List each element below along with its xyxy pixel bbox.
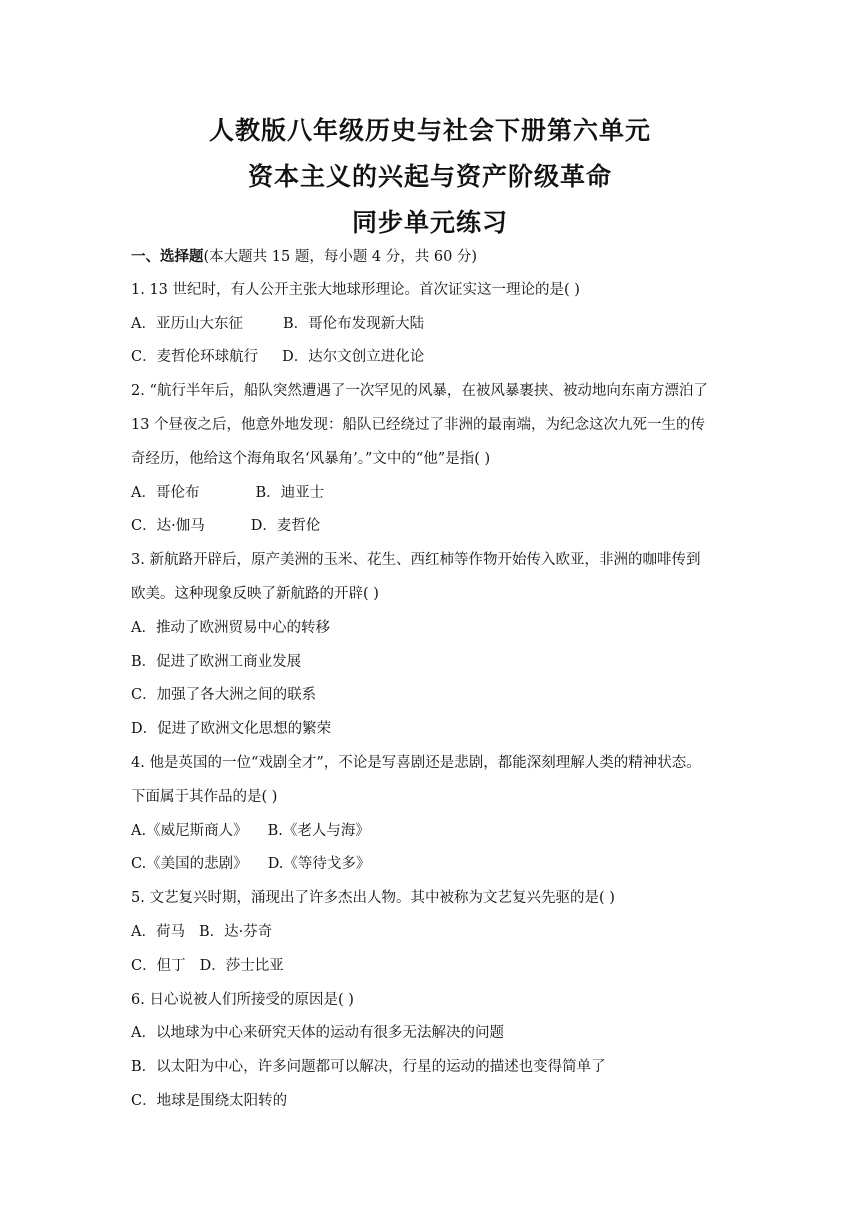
question-5-options-ab [131,916,751,950]
section-heading [131,240,751,274]
question-6-option-b: B．以太阳为中心，许多问题都可以解决，行星的运动的描述也变得简单了 [131,1059,606,1076]
question-1-stem: 1. 13 世纪时，有人公开主张大地球形理论。首次证实这一理论的是( ) [131,281,580,298]
question-1-options-cd [131,341,751,375]
question-6-option-a: A．以地球为中心来研究天体的运动有很多无法解决的问题 [131,1025,504,1042]
document-title [0,108,860,246]
option-a: A．荷马 [131,923,185,940]
option-a: A．哥伦布 [131,484,200,501]
question-6-stem: 6. 日心说被人们所接受的原因是( ) [131,991,354,1008]
question-1-options-ab [131,308,751,342]
option-c: C．达·伽马 [131,518,205,535]
question-5-stem: 5. 文艺复兴时期，涌现出了许多杰出人物。其中被称为文艺复兴先驱的是( ) [131,890,615,907]
question-2-stem-2: 13 个昼夜之后，他意外地发现：船队已经绕过了非洲的最南端，为纪念这次九死一生的传 [131,416,706,433]
option-d: D．达尔文创立进化论 [282,349,425,366]
question-2-stem-3: 奇经历，他给这个海角取名‘风暴角’。”文中的“他”是指( ) [131,450,491,467]
question-5-options-cd [131,950,751,984]
title-line-3: 同步单元练习 [351,208,508,237]
section-note: (本大题共 15 题，每小题 4 分，共 60 分) [203,249,478,265]
option-c: C.《美国的悲剧》 [131,856,248,873]
option-d: D．莎士比亚 [199,957,284,974]
question-3-stem-2: 欧美。这种现象反映了新航路的开辟( ) [131,585,379,602]
option-c: C．但丁 [131,957,186,974]
option-a: A．亚历山大东征 [131,315,243,332]
question-2-stem-1: 2. “航行半年后，船队突然遭遇了一次罕见的风暴，在被风暴裹挟、被动地向东南方漂泊了 [131,383,708,400]
document-body [131,240,751,1119]
question-3-stem-1: 3. 新航路开辟后，原产美洲的玉米、花生、西红柿等作物开始传入欧亚，非洲的咖啡传到 [131,552,701,569]
question-4-options-cd [131,848,751,882]
option-b: B．迪亚士 [255,484,325,501]
option-a: A.《威尼斯商人》 [131,822,248,839]
option-b: B．哥伦布发现新大陆 [282,315,425,332]
section-title: 一、选择题 [131,248,204,265]
question-2-options-cd [131,510,751,544]
question-6-option-c: C．地球是围绕太阳转的 [131,1092,288,1109]
question-3-option-c: C．加强了各大洲之间的联系 [131,687,317,704]
option-d: D.《等待戈多》 [267,856,371,873]
question-4-stem-1: 4. 他是英国的一位“戏剧全才”，不论是写喜剧还是悲剧，都能深刻理解人类的精神状态。 [131,754,701,771]
question-3-option-b: B．促进了欧洲工商业发展 [131,653,302,670]
question-3-option-a: A．推动了欧洲贸易中心的转移 [131,619,330,636]
question-4-options-ab [131,815,751,849]
option-b: B.《老人与海》 [267,822,370,839]
title-line-1: 人教版八年级历史与社会下册第六单元 [208,116,651,145]
title-line-2: 资本主义的兴起与资产阶级革命 [247,162,612,191]
option-c: C．麦哲伦环球航行 [131,349,259,366]
option-d: D．麦哲伦 [250,518,321,535]
option-b: B．达·芬奇 [198,923,273,940]
question-4-stem-2: 下面属于其作品的是( ) [131,788,278,805]
question-3-option-d: D．促进了欧洲文化思想的繁荣 [131,721,332,738]
question-2-options-ab [131,477,751,511]
